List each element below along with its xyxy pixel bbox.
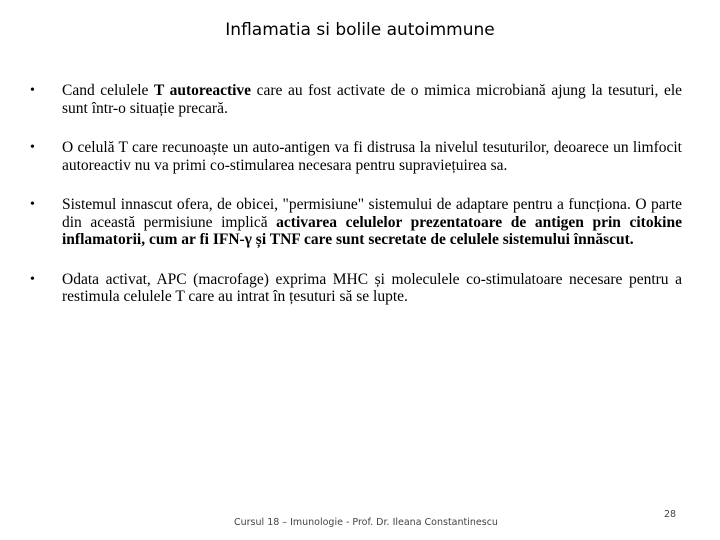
list-item xyxy=(30,139,682,174)
list-item xyxy=(30,196,682,249)
text-segment: Odata activat, APC (macrofage) exprima MHC și moleculele co-stimulatoare necesare pentru a restimula celulele T care au intrat în țesuturi să se lupte. xyxy=(62,270,682,305)
text-segment: O celulă T care recunoaște un auto-antigen va fi distrusa la nivelul tesuturilor, deoarece un limfocit autoreactiv nu va primi co-stimularea necesara pentru supraviețuirea sa. xyxy=(62,139,682,174)
bullet-icon: • xyxy=(30,83,35,98)
bold-text-segment: activarea celulelor prezentatoare de antigen prin citokine inflamatorii, cum ar fi IFN-γ și TNF care sunt secretate de celulele sistemului înnăscut. xyxy=(62,213,682,248)
bullet-list xyxy=(30,82,682,328)
bullet-icon: • xyxy=(30,197,35,212)
slide-title: Inflamatia si bolile autoimmune xyxy=(225,20,495,40)
bullet-text xyxy=(62,82,682,117)
bullet-text xyxy=(62,271,682,306)
bullet-icon: • xyxy=(30,271,35,287)
bold-text-segment: T autoreactive xyxy=(153,82,252,99)
page-number: 28 xyxy=(664,509,677,520)
bullet-text xyxy=(62,196,682,249)
text-segment: Cand celulele xyxy=(62,82,154,99)
bullet-text xyxy=(62,139,682,174)
list-item xyxy=(30,82,682,117)
text-segment: Sistemul innascut ofera, de obicei, "permisiune" sistemului de adaptare pentru a funcționa. O parte din această permisiune implică xyxy=(62,196,682,231)
list-item xyxy=(30,271,682,306)
text-segment: care au fost activate de o mimica microbiană ajung la tesuturi, ele sunt într-o situație precară. xyxy=(62,82,683,117)
footer-text: Cursul 18 – Imunologie - Prof. Dr. Ileana Constantinescu xyxy=(234,517,498,528)
bullet-icon: • xyxy=(30,140,35,155)
